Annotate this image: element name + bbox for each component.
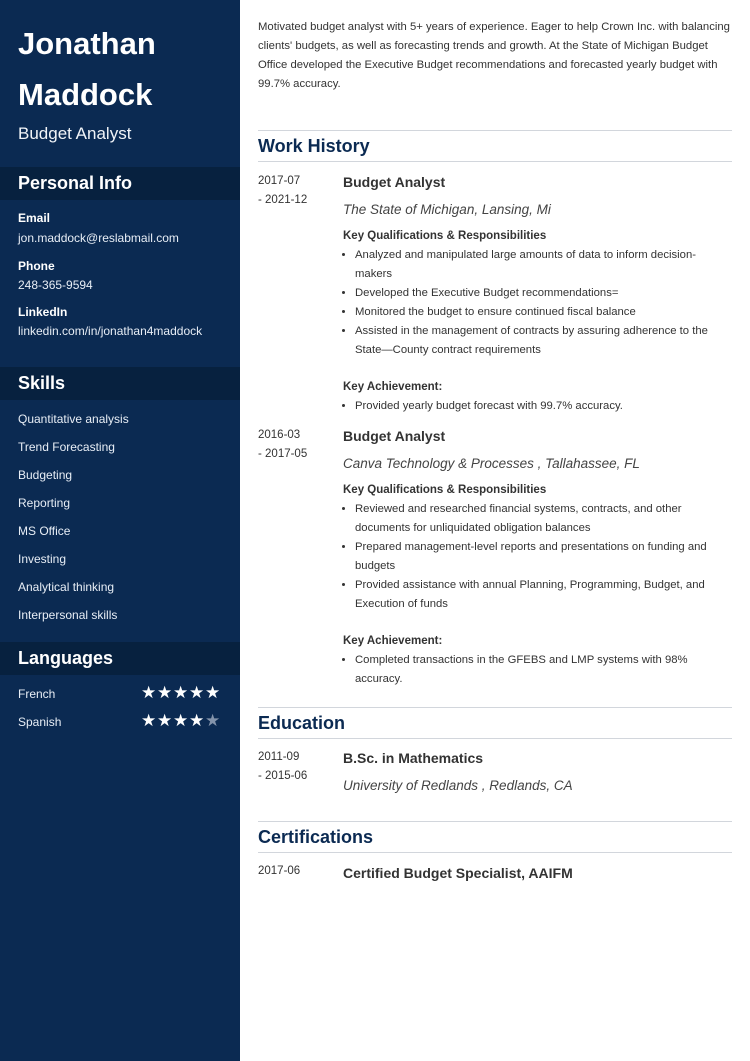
list-item: • Prepared management-level reports and presentations on funding and budgets bbox=[355, 538, 725, 576]
list-item: • Completed transactions in the GFEBS and LMP systems with 98% accuracy. bbox=[355, 651, 725, 689]
candidate-name: Jonathan Maddock bbox=[18, 26, 156, 112]
education-school: University of Redlands , Redlands, CA bbox=[343, 778, 573, 793]
skill-item: Budgeting bbox=[18, 468, 73, 482]
qualifications-heading: Key Qualifications & Responsibilities bbox=[343, 484, 547, 496]
language-name: Spanish bbox=[18, 715, 62, 729]
personal-info-heading: Personal Info bbox=[0, 167, 240, 200]
education-degree: B.Sc. in Mathematics bbox=[343, 750, 484, 766]
list-item: • Provided assistance with annual Planning, Programming, Budget, and Execution of funds bbox=[355, 576, 725, 614]
education-date-start: 2011-09 bbox=[258, 751, 300, 763]
skill-item: Analytical thinking bbox=[18, 580, 115, 594]
list-item: • Reviewed and researched financial systems, contracts, and other documents for unliquidated obligation balances bbox=[355, 500, 725, 538]
skill-item: Investing bbox=[18, 552, 67, 566]
achievements-list bbox=[343, 651, 725, 689]
list-item: • Analyzed and manipulated large amounts of data to inform decision-makers bbox=[355, 246, 725, 284]
certification-name: Certified Budget Specialist, AAIFM bbox=[343, 865, 573, 881]
language-name: French bbox=[18, 687, 56, 701]
language-rating bbox=[141, 684, 221, 701]
certifications-heading: Certifications bbox=[258, 821, 732, 853]
achievements-list bbox=[343, 397, 725, 416]
star-icon: ★ bbox=[141, 683, 158, 702]
job-date-start: 2016-03 bbox=[258, 429, 301, 441]
skill-item: MS Office bbox=[18, 524, 71, 538]
education-heading: Education bbox=[258, 707, 732, 739]
star-icon: ★ bbox=[189, 683, 206, 702]
email-label: Email bbox=[18, 211, 51, 225]
linkedin-label: LinkedIn bbox=[18, 305, 68, 319]
sidebar bbox=[0, 0, 240, 1061]
phone-value[interactable]: 248-365-9594 bbox=[18, 278, 93, 292]
list-item: • Assisted in the management of contracts by assuring adherence to the State—County contract requirements bbox=[355, 322, 725, 360]
list-item: • Provided yearly budget forecast with 99.7% accuracy. bbox=[355, 397, 725, 416]
star-icon: ★ bbox=[157, 683, 174, 702]
phone-label: Phone bbox=[18, 259, 55, 273]
list-item: • Developed the Executive Budget recommendations= bbox=[355, 284, 725, 303]
qualifications-heading: Key Qualifications & Responsibilities bbox=[343, 230, 547, 242]
responsibilities-list bbox=[343, 500, 725, 614]
skill-item: Interpersonal skills bbox=[18, 608, 118, 622]
certification-date: 2017-06 bbox=[258, 865, 301, 877]
job-title: Budget Analyst bbox=[343, 428, 446, 444]
job-company: Canva Technology & Processes , Tallahassee, FL bbox=[343, 456, 640, 471]
job-date-start: 2017-07 bbox=[258, 175, 301, 187]
achievement-heading: Key Achievement: bbox=[343, 381, 443, 393]
star-icon: ★ bbox=[189, 711, 206, 730]
profile-summary: Motivated budget analyst with 5+ years of experience. Eager to help Crown Inc. with balancing clients' budgets, as well as forecasting trends and growth. At the State of Michigan Budget Office developed the Executive Budget recommendations and forecasted yearly budget with 99.7% accuracy. bbox=[258, 21, 730, 90]
education-date-end: - 2015-06 bbox=[258, 770, 308, 782]
star-icon: ★ bbox=[141, 711, 158, 730]
email-value[interactable]: jon.maddock@reslabmail.com bbox=[18, 231, 179, 245]
star-icon: ★ bbox=[157, 711, 174, 730]
responsibilities-list bbox=[343, 246, 725, 360]
skills-heading: Skills bbox=[0, 367, 240, 400]
job-title: Budget Analyst bbox=[343, 174, 446, 190]
linkedin-value[interactable]: linkedin.com/in/jonathan4maddock bbox=[18, 324, 203, 338]
skill-item: Reporting bbox=[18, 496, 71, 510]
skill-item: Quantitative analysis bbox=[18, 412, 129, 426]
achievement-heading: Key Achievement: bbox=[343, 635, 443, 647]
star-icon: ★ bbox=[173, 711, 190, 730]
job-company: The State of Michigan, Lansing, Mi bbox=[343, 202, 551, 217]
star-icon: ★ bbox=[205, 711, 222, 730]
work-history-heading: Work History bbox=[258, 130, 732, 162]
languages-heading: Languages bbox=[0, 642, 240, 675]
list-item: • Monitored the budget to ensure continued fiscal balance bbox=[355, 303, 725, 322]
skill-item: Trend Forecasting bbox=[18, 440, 115, 454]
star-icon: ★ bbox=[205, 683, 222, 702]
job-date-end: - 2021-12 bbox=[258, 194, 308, 206]
job-date-end: - 2017-05 bbox=[258, 448, 308, 460]
star-icon: ★ bbox=[173, 683, 190, 702]
language-rating bbox=[141, 712, 221, 729]
candidate-title: Budget Analyst bbox=[18, 124, 132, 143]
